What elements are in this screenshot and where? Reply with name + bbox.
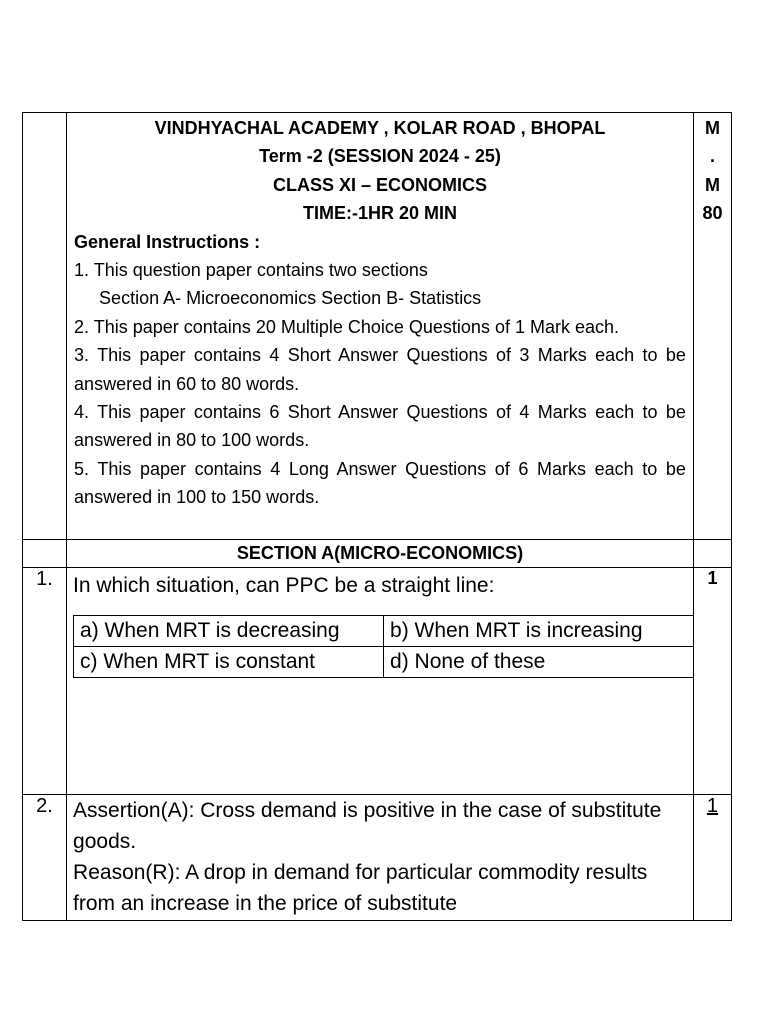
section-marks-cell bbox=[693, 540, 731, 568]
question-body bbox=[67, 568, 694, 795]
paper-table bbox=[22, 112, 732, 921]
question-marks: 1 bbox=[693, 568, 731, 795]
max-marks bbox=[694, 113, 731, 228]
max-marks-line: M bbox=[704, 174, 720, 195]
instruction-item: 4. This paper contains 6 Short Answer Questions of 4 Marks each to be answered in 80 to 100 words. bbox=[74, 402, 686, 451]
max-marks-line: M bbox=[704, 118, 720, 138]
option-c: c) When MRT is constant bbox=[74, 647, 384, 678]
question-paper bbox=[22, 112, 732, 921]
options-table bbox=[73, 615, 694, 678]
max-marks-line: . bbox=[709, 146, 715, 167]
class-subject: CLASS XI – ECONOMICS bbox=[272, 174, 487, 195]
question-assertion: Assertion(A): Cross demand is positive in the case of substitute goods. bbox=[73, 799, 662, 853]
paper-header bbox=[67, 113, 693, 228]
max-marks-value: 80 bbox=[702, 203, 723, 224]
general-instructions bbox=[67, 228, 693, 512]
question-marks: 1 bbox=[693, 795, 731, 921]
instruction-item: 1. This question paper contains two sections bbox=[74, 260, 428, 281]
section-row bbox=[23, 540, 732, 568]
exam-time: TIME:-1HR 20 MIN bbox=[302, 203, 457, 224]
header-content-cell bbox=[67, 113, 694, 540]
instruction-item: 5. This paper contains 4 Long Answer Questions of 6 Marks each to be answered in 100 to 150 words. bbox=[74, 458, 686, 508]
question-reason: Reason(R): A drop in demand for particular commodity results from an increase in the price of substitute bbox=[73, 861, 648, 915]
option-a: a) When MRT is decreasing bbox=[74, 616, 384, 647]
question-row bbox=[23, 795, 732, 921]
question-body bbox=[67, 795, 694, 921]
question-text: In which situation, can PPC be a straight line: bbox=[73, 574, 495, 597]
header-row bbox=[23, 113, 732, 540]
instruction-item: 2. This paper contains 20 Multiple Choice Questions of 1 Mark each. bbox=[74, 316, 620, 337]
header-number-cell bbox=[23, 113, 67, 540]
option-b: b) When MRT is increasing bbox=[384, 616, 694, 647]
option-d: d) None of these bbox=[384, 647, 694, 678]
instructions-title: General Instructions : bbox=[74, 231, 261, 252]
term-session: Term -2 (SESSION 2024 - 25) bbox=[259, 146, 501, 167]
school-name: VINDHYACHAL ACADEMY , KOLAR ROAD , BHOPAL bbox=[154, 118, 606, 138]
max-marks-cell bbox=[693, 113, 731, 540]
question-number: 1. bbox=[23, 568, 67, 795]
question-row bbox=[23, 568, 732, 795]
instruction-item: 3. This paper contains 4 Short Answer Questions of 3 Marks each to be answered in 60 to 80 words. bbox=[74, 345, 686, 394]
instruction-item: Section A- Microeconomics Section B- Statistics bbox=[99, 288, 482, 309]
section-a-title: SECTION A(MICRO-ECONOMICS) bbox=[67, 540, 694, 568]
question-number: 2. bbox=[23, 795, 67, 921]
section-number-cell bbox=[23, 540, 67, 568]
